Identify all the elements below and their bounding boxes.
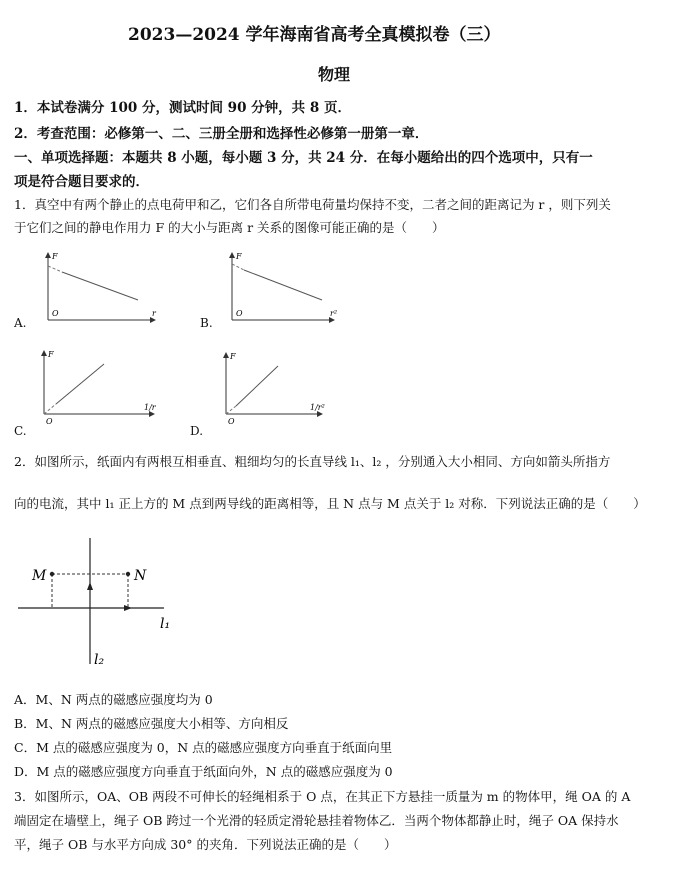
q1-b-x-label: r² bbox=[330, 309, 338, 318]
q2-stem-line-1: 2．如图所示，纸面内有两根互相垂直、粗细均匀的长直导线 l₁、l₂ ，分别通入大小相同、方向如箭头所指方 bbox=[14, 454, 611, 469]
q1-a-origin: O bbox=[52, 309, 59, 318]
q3-stem-line-2: 端固定在墙壁上，绳子 OB 跨过一个光滑的轻质定滑轮悬挂着物体乙．当两个物体都静止时，绳子 OA 保持水 bbox=[14, 813, 619, 828]
q1-a-y-label: F bbox=[52, 252, 58, 261]
exam-title: 2023—2024 学年海南省高考全真模拟卷（三） bbox=[128, 25, 501, 45]
q1-option-a-label: A. bbox=[14, 316, 27, 330]
q1-graph-c bbox=[34, 348, 164, 428]
q1-stem-line-2: 于它们之间的静电作用力 F 的大小与距离 r 关系的图像可能正确的是（ ） bbox=[14, 220, 445, 235]
q1-d-x-label: 1/r² bbox=[310, 403, 325, 412]
note-2: 2．考查范围：必修第一、二、三册全册和选择性必修第一册第一章． bbox=[14, 126, 429, 142]
subject-title: 物理 bbox=[318, 65, 351, 84]
q2-point-m: M bbox=[32, 568, 47, 584]
q2-stem-line-2: 向的电流，其中 l₁ 正上方的 M 点到两导线的距离相等，且 N 点与 M 点关于 l₂ 对称．下列说法正确的是（ ） bbox=[14, 496, 646, 511]
q2-option-c: C．M 点的磁感应强度为 0，N 点的磁感应强度方向垂直于纸面向里 bbox=[14, 740, 393, 755]
q1-d-y-label: F bbox=[230, 352, 236, 361]
q1-option-b-label: B. bbox=[200, 316, 213, 330]
section-heading-line-1: 一、单项选择题：本题共 8 小题，每小题 3 分，共 24 分．在每小题给出的四个选项中，只有一 bbox=[14, 150, 593, 166]
q2-wire-l2-label: l₂ bbox=[94, 652, 105, 668]
q1-c-x-label: 1/r bbox=[144, 403, 156, 412]
q1-b-y-label: F bbox=[236, 252, 242, 261]
q3-stem-line-1: 3．如图所示，OA、OB 两段不可伸长的轻绳相系于 O 点，在其正下方悬挂一质量为 m 的物体甲，绳 OA 的 A bbox=[14, 789, 631, 804]
q1-option-d-label: D. bbox=[190, 424, 204, 438]
q1-option-c-label: C. bbox=[14, 424, 27, 438]
q2-option-d: D．M 点的磁感应强度方向垂直于纸面向外，N 点的磁感应强度为 0 bbox=[14, 764, 393, 779]
q1-c-y-label: F bbox=[48, 350, 54, 359]
q1-graph-a bbox=[38, 250, 168, 330]
q3-stem-line-3: 平，绳子 OB 与水平方向成 30° 的夹角．下列说法正确的是（ ） bbox=[14, 837, 397, 852]
q2-wire-l1-label: l₁ bbox=[160, 616, 171, 632]
q2-option-b: B．M、N 两点的磁感应强度大小相等、方向相反 bbox=[14, 716, 289, 731]
q1-d-origin: O bbox=[228, 417, 235, 426]
q1-stem-line-1: 1．真空中有两个静止的点电荷甲和乙，它们各自所带电荷量均保持不变，二者之间的距离记为 r ，则下列关 bbox=[14, 197, 611, 212]
q2-point-n: N bbox=[134, 568, 147, 584]
q1-graph-b bbox=[222, 250, 352, 330]
q1-a-x-label: r bbox=[152, 309, 156, 318]
q2-option-a: A．M、N 两点的磁感应强度均为 0 bbox=[14, 692, 213, 707]
note-1: 1．本试卷满分 100 分，测试时间 90 分钟，共 8 页． bbox=[14, 100, 351, 116]
q2-wire-figure bbox=[14, 536, 214, 671]
q1-b-origin: O bbox=[236, 309, 243, 318]
q1-c-origin: O bbox=[46, 417, 53, 426]
q1-graph-d bbox=[216, 350, 346, 430]
section-heading-line-2: 项是符合题目要求的． bbox=[14, 174, 149, 190]
